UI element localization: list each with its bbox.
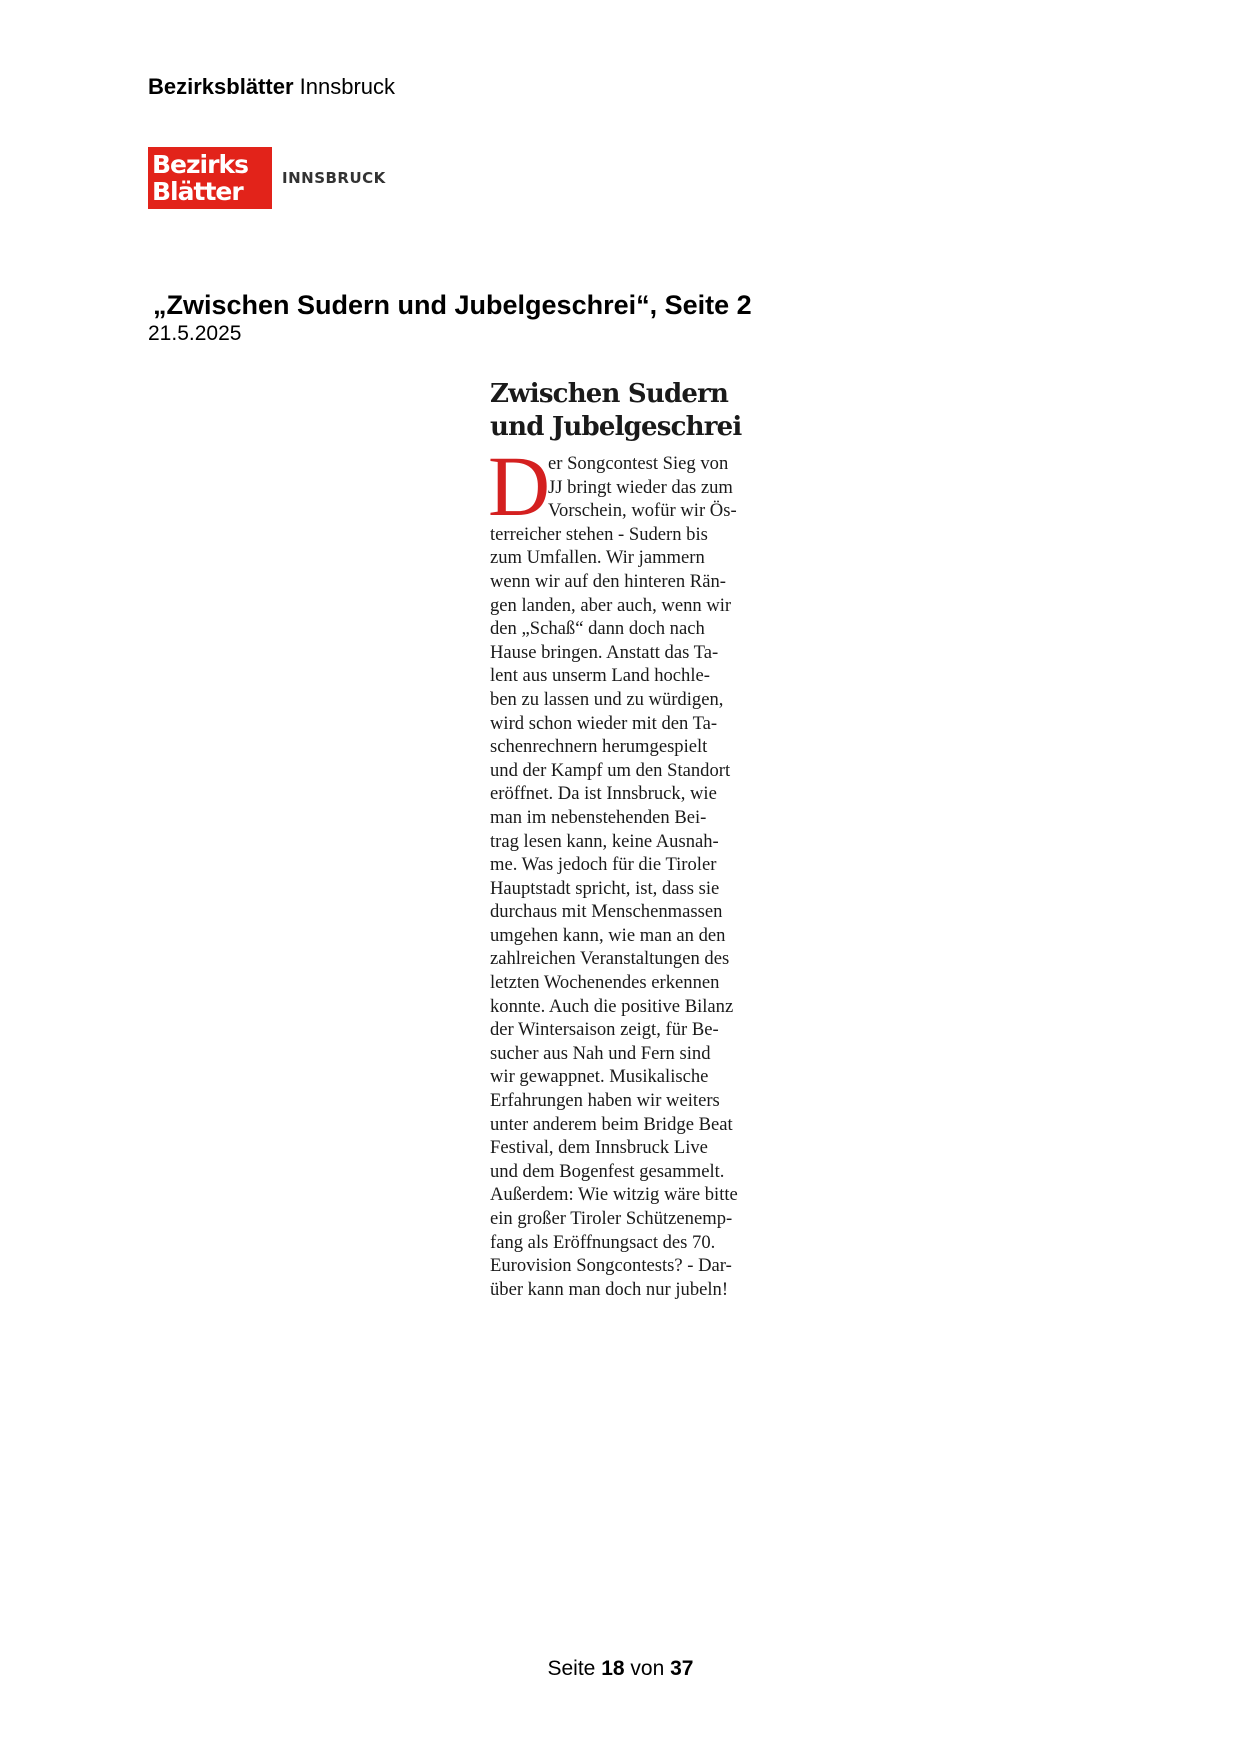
footer-page-number: 18 <box>601 1657 625 1680</box>
logo-region: INNSBRUCK <box>282 169 386 187</box>
clipping-line: Vorschein, wofür wir Ös- <box>548 500 737 522</box>
publication-name: Bezirksblätter <box>148 74 294 99</box>
clipping-line: schenrechnern herumgespielt <box>490 736 708 758</box>
clipping-body <box>488 438 773 1301</box>
footer-prefix: Seite <box>547 1657 596 1680</box>
clipping-headline <box>490 378 773 444</box>
clipping-line: letzten Wochenendes erkennen <box>490 972 720 994</box>
bezirksblaetter-logo <box>148 147 386 209</box>
clipping-line: er Songcontest Sieg von <box>548 453 729 474</box>
clipping-line: ben zu lassen und zu würdigen, <box>490 688 724 710</box>
clipping-line: eröffnet. Da ist Innsbruck, wie <box>490 783 717 805</box>
clipping-line: wird schon wieder mit den Ta- <box>490 712 718 734</box>
publication-header <box>148 74 395 100</box>
clipping-line: und dem Bogenfest gesammelt. <box>490 1160 725 1182</box>
clipping-headline-line-1: Zwischen Sudern <box>490 379 729 409</box>
clipping-line: unter anderem beim Bridge Beat <box>490 1113 733 1135</box>
clipping-line: wenn wir auf den hinteren Rän- <box>490 570 726 592</box>
clipping-line: durchaus mit Menschenmassen <box>490 901 723 923</box>
clipping-line: lent aus unserm Land hochle- <box>490 665 710 687</box>
dropcap: D <box>488 438 551 534</box>
clipping-line: umgehen kann, wie man an den <box>490 924 726 946</box>
page-footer <box>0 1656 1241 1682</box>
clipping-line: über kann man doch nur jubeln! <box>490 1278 729 1300</box>
clipping-line: man im nebenstehenden Bei- <box>490 806 707 828</box>
clipping-line: Eurovision Songcontests? - Dar- <box>490 1255 732 1277</box>
clipping-line: der Wintersaison zeigt, für Be- <box>490 1019 719 1041</box>
clipping-line: Hauptstadt spricht, ist, dass sie <box>490 877 720 899</box>
publication-region: Innsbruck <box>299 74 396 99</box>
logo-box <box>148 147 272 209</box>
clipping-line: zahlreichen Veranstaltungen des <box>490 948 730 970</box>
clipping-line: zum Umfallen. Wir jammern <box>490 547 705 569</box>
article-date: 21.5.2025 <box>148 322 242 345</box>
clipping-line: Festival, dem Innsbruck Live <box>490 1137 708 1159</box>
clipping-line: fang als Eröffnungsact des 70. <box>490 1231 716 1253</box>
clipping-line: wir gewappnet. Musikalische <box>490 1066 709 1088</box>
clipping-line: und der Kampf um den Standort <box>490 759 731 781</box>
clipping-line: den „Schaß“ dann doch nach <box>490 618 705 640</box>
footer-total-pages: 37 <box>670 1657 694 1680</box>
clipping-line: Erfahrungen haben wir weiters <box>490 1090 720 1112</box>
clipping-line: Außerdem: Wie witzig wäre bitte <box>490 1184 738 1206</box>
clipping-line: JJ bringt wieder das zum <box>548 476 733 498</box>
clipping-line: konnte. Auch die positive Bilanz <box>490 995 734 1017</box>
clipping-headline-line-2: und Jubelgeschrei <box>490 412 742 442</box>
clipping-line: sucher aus Nah und Fern sind <box>490 1042 711 1064</box>
clipping-line: terreicher stehen - Sudern bis <box>490 523 708 545</box>
article-title: „Zwischen Sudern und Jubelgeschrei“, Seite 2 <box>153 290 752 320</box>
clipping-line: gen landen, aber auch, wenn wir <box>490 594 732 616</box>
logo-line-1: Bezirks <box>152 150 248 179</box>
newspaper-clipping <box>490 378 773 1301</box>
clipping-line: trag lesen kann, keine Ausnah- <box>490 830 719 852</box>
logo-line-2: Blätter <box>152 177 243 206</box>
clipping-line: Hause bringen. Anstatt das Ta- <box>490 641 719 663</box>
footer-middle: von <box>630 1657 665 1680</box>
clipping-line: me. Was jedoch für die Tiroler <box>490 854 717 876</box>
clipping-line: ein großer Tiroler Schützenemp- <box>490 1208 733 1229</box>
